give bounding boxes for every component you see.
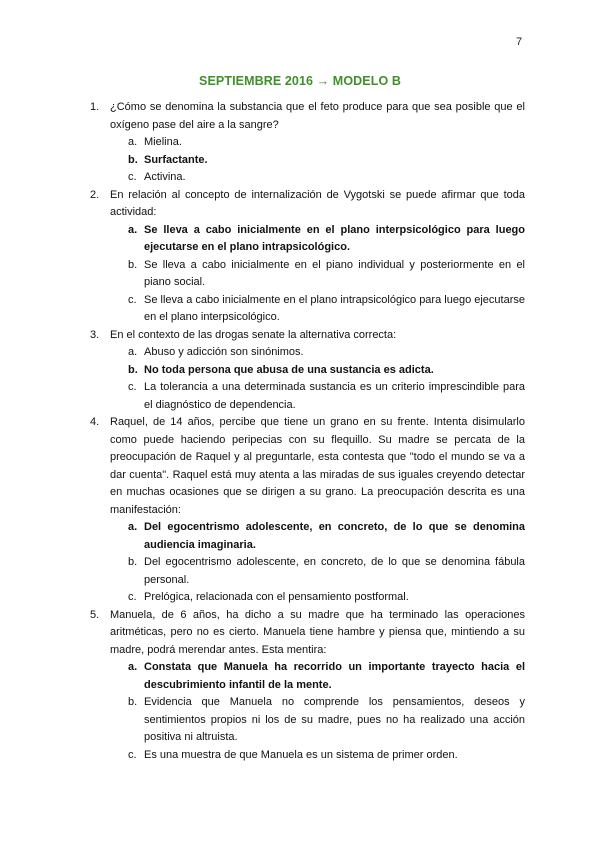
option-letter: b. xyxy=(128,696,138,708)
question-list xyxy=(0,99,600,764)
question-4 xyxy=(0,414,600,519)
option-letter: a. xyxy=(128,223,138,236)
option-text: Se lleva a cabo inicialmente en el plano interpsicológico para luego ejecutarse en el plano intrapsicológico. xyxy=(144,223,525,253)
option-letter: b. xyxy=(128,153,138,166)
question-number: 5. xyxy=(90,608,100,621)
question-text: Manuela, de 6 años, ha dicho a su madre que ha terminado las operaciones aritméticas, pero no es cierto. Manuela tiene hambre y piensa que, mintiendo a su madre, podrá merendar antes. Esta mentira: xyxy=(110,608,525,656)
option-letter: c. xyxy=(128,171,137,183)
option-text: Constata que Manuela ha recorrido un importante trayecto hacia el descubrimiento infantil de la mente. xyxy=(144,661,525,691)
option-letter: b. xyxy=(128,363,138,376)
question-5 xyxy=(0,607,600,660)
option-text: Se lleva a cabo inicialmente en el piano individual y posteriormente en el piano social. xyxy=(144,258,525,288)
question-2-option-a-correct xyxy=(0,222,600,257)
question-number: 2. xyxy=(90,188,100,201)
question-5-option-b xyxy=(0,694,600,747)
question-2-option-b xyxy=(0,257,600,292)
question-number: 1. xyxy=(90,101,100,113)
option-letter: c. xyxy=(128,381,137,393)
option-text: Es una muestra de que Manuela es un sistema de primer orden. xyxy=(144,748,458,761)
option-letter: a. xyxy=(128,136,138,148)
question-1 xyxy=(0,99,600,134)
question-text: En relación al concepto de internalización de Vygotski se puede afirmar que toda actividad: xyxy=(110,188,525,218)
question-4-option-a-correct xyxy=(0,519,600,554)
option-letter: c. xyxy=(128,748,137,761)
question-number: 4. xyxy=(90,416,100,428)
option-text: Del egocentrismo adolescente, en concreto, de lo que se denomina audiencia imaginaria. xyxy=(144,521,525,551)
option-text: Surfactante. xyxy=(144,153,208,166)
question-4-option-c xyxy=(0,589,600,607)
option-letter: c. xyxy=(128,293,137,306)
question-number: 3. xyxy=(90,328,100,341)
option-letter: a. xyxy=(128,346,138,358)
question-text: En el contexto de las drogas senate la alternativa correcta: xyxy=(110,328,397,341)
question-3-option-b-correct xyxy=(0,362,600,380)
option-text: Evidencia que Manuela no comprende los pensamientos, deseos y sentimientos propios ni los de su madre, pues no ha realizado una acción positiva ni altruista. xyxy=(144,696,525,743)
option-text: Abuso y adicción son sinónimos. xyxy=(144,346,304,358)
question-text: Raquel, de 14 años, percibe que tiene un grano en su frente. Intenta disimularlo como puede haciendo peripecias con su flequillo. Su madre se percata de la preocupación de Raquel y al preguntarle, esta contesta que "todo el mundo se va a dar cuenta". Raquel está muy atenta a las miradas de sus iguales creyendo detectar en muchas ocasiones que se dirigen a su grano. La preocupación descrita es una manifestación: xyxy=(110,416,525,516)
option-text: Se lleva a cabo inicialmente en el plano intrapsicológico para luego ejecutarse en el plano interpsicológico. xyxy=(144,293,525,323)
question-5-option-c xyxy=(0,747,600,765)
option-letter: b. xyxy=(128,556,138,568)
question-3 xyxy=(0,327,600,345)
option-letter: a. xyxy=(128,661,138,673)
question-3-option-a xyxy=(0,344,600,362)
option-letter: c. xyxy=(128,591,137,603)
option-letter: b. xyxy=(128,258,138,271)
option-letter: a. xyxy=(128,521,138,533)
option-text: No toda persona que abusa de una sustancia es adicta. xyxy=(144,363,434,376)
question-2 xyxy=(0,187,600,222)
question-2-option-c xyxy=(0,292,600,327)
option-text: Mielina. xyxy=(144,136,182,148)
question-1-option-a xyxy=(0,134,600,152)
question-1-option-b-correct xyxy=(0,152,600,170)
question-5-option-a-correct xyxy=(0,659,600,694)
question-text: ¿Cómo se denomina la substancia que el feto produce para que sea posible que el oxígeno pase del aire a la sangre? xyxy=(110,101,525,131)
page-number: 7 xyxy=(516,36,523,48)
option-text: Prelógica, relacionada con el pensamiento postformal. xyxy=(144,591,409,603)
question-4-option-b xyxy=(0,554,600,589)
option-text: Del egocentrismo adolescente, en concreto, de lo que se denomina fábula personal. xyxy=(144,556,525,586)
question-1-option-c xyxy=(0,169,600,187)
question-3-option-c xyxy=(0,379,600,414)
option-text: La tolerancia a una determinada sustancia es un criterio imprescindible para el diagnóstico de dependencia. xyxy=(144,381,525,411)
option-text: Activina. xyxy=(144,171,186,183)
page-title: SEPTIEMBRE 2016 → MODELO B xyxy=(199,74,401,88)
